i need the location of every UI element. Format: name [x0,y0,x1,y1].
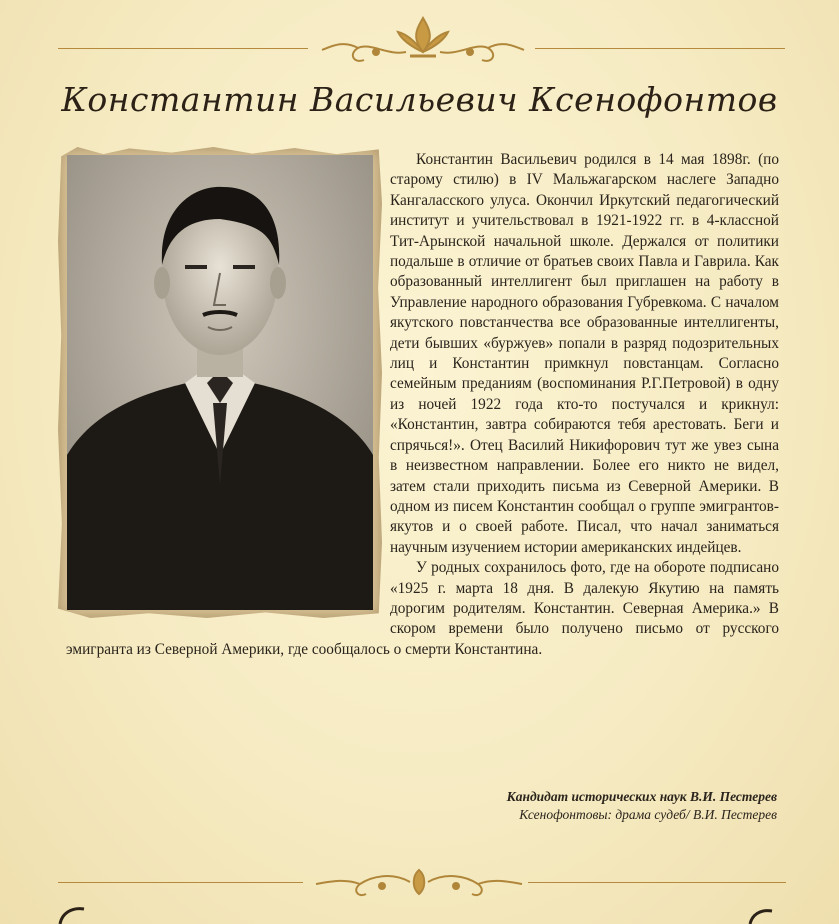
signature-block [507,788,777,824]
signature-author: Кандидат исторических наук В.И. Пестерев [506,789,777,804]
signature-source: Ксенофонтовы: драма судеб/ В.И. Пестерев [519,807,777,822]
top-rule-right [535,48,785,49]
bottom-rule-left [58,882,303,883]
scroll-ornament-icon [312,866,526,900]
page-title: Константин Васильевич Ксенофонтов [61,80,778,119]
next-title-fragment-icon [50,905,789,924]
article-paragraph-1: Константин Васильевич родился в 14 мая 1898г. (по старому стилю) в IV Мальжагарском наслеге Западно Кангаласского улуса. Окончил Иркутский педагогический институт и учительствовал в 1921-1922 гг. в 4-классной Тит-Арынской начальной школе. Держался от политики подальше в отличие от братьев своих Павла и Гаврила. Как образованный интеллигент был приглашен на работу в Управление народного образования Губревкома. С началом якутского повстанчества все образованные интеллигенты, дети бывших «буржуев» попали в разряд подозрительных лиц и Константин примкнул повстанцам. Согласно семейным преданиям (воспоминания Р.Г.Петровой) в одну из ночей 1922 года кто-то постучался и крикнул: «Константин, завтра собираются тебя арестовать. Беги и спрячься!». Отец Василий Никифорович тут же увез сына в неизвестном направлении. Более его никто не видел, затем стали приходить письма из Северной Америки. В одном из писем Константин сообщал о группе эмигрантов-якутов и о своей работе. Писал, что начал заниматься научным изучением истории американских индейцев. [390,151,779,556]
article-body [66,150,779,660]
top-rule-left [58,48,308,49]
article-paragraph-2: У родных сохранилось фото, где на обороте подписано «1925 г. марта 18 дня. В далекую Якутию на память дорогим родителям. Константин. Северная Америка.» В скором времени было получено письмо от русского эмигранта из Северной Америки, где сообщалось о смерти Константина. [66,559,779,658]
bottom-rule-right [528,882,786,883]
photo-wrap-spacer [66,150,390,620]
fleur-de-lis-scroll-ornament-icon [318,12,528,68]
